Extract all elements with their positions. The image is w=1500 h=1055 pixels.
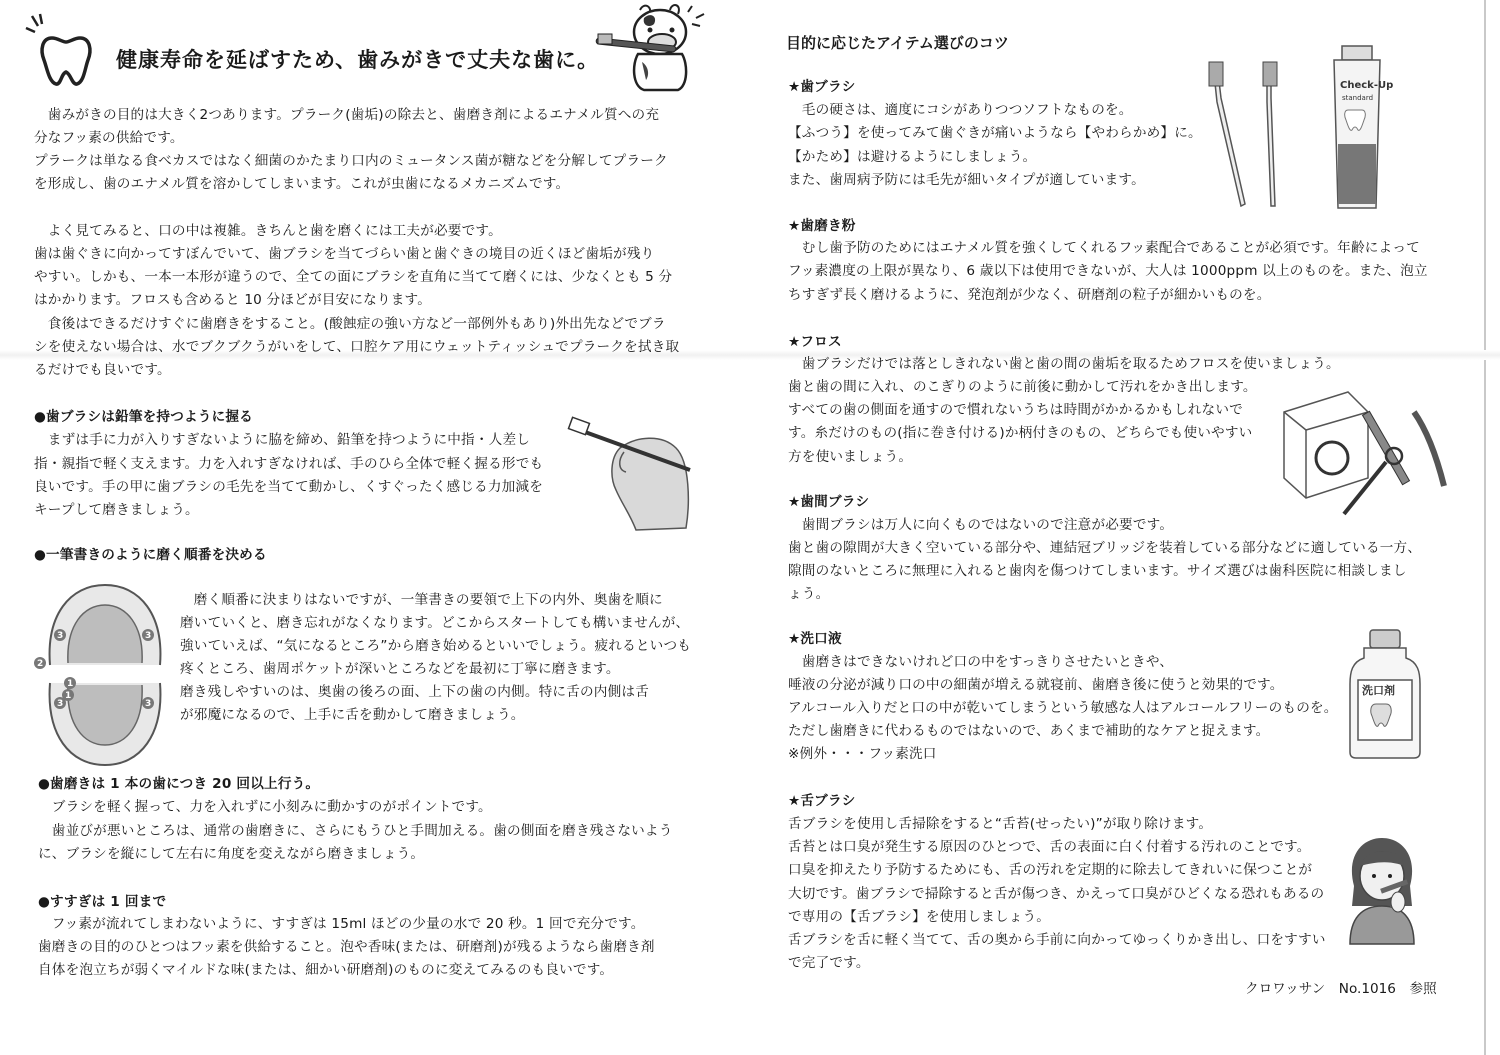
item-heading-toothpaste: ★歯磨き粉 (788, 218, 856, 234)
toothpaste-brand-label: Check-Up (1340, 80, 1394, 91)
page-edge (1484, 0, 1486, 1055)
step-number: 3 (57, 631, 64, 641)
section-heading-rinse: ●すすぎは 1 回まで (38, 894, 167, 910)
floss-illustration (1278, 382, 1450, 522)
item-heading-tongue-brush: ★舌ブラシ (788, 793, 856, 809)
section-heading-grip: ●歯ブラシは鉛筆を持つように握る (34, 409, 253, 425)
item-heading-mouthwash: ★洗口液 (788, 631, 842, 647)
section-heading-strokes: ●歯磨きは 1 本の歯につき 20 回以上行う。 (38, 776, 320, 792)
right-section-title: 目的に応じたアイテム選びのコツ (786, 34, 1009, 52)
hand-holding-toothbrush-illustration (566, 418, 696, 534)
girl-brushing-illustration (1340, 836, 1424, 946)
step-number: 2 (37, 659, 44, 669)
toothbrushes-illustration (1205, 58, 1285, 210)
step-number: 1 (65, 691, 72, 701)
teeth-brushing-order-diagram (30, 575, 180, 775)
reference-note: クロワッサン No.1016 参照 (1245, 981, 1437, 997)
section-heading-order: ●一筆書きのように磨く順番を決める (34, 547, 267, 563)
cow-mascot-illustration (592, 2, 712, 94)
toothpaste-tube-illustration (1328, 44, 1394, 212)
tooth-icon (22, 12, 106, 92)
toothpaste-sub-label: standard (1342, 94, 1374, 102)
step-number: 3 (57, 699, 64, 709)
item-heading-floss: ★フロス (788, 334, 842, 350)
step-number: 1 (67, 679, 74, 689)
step-number: 3 (145, 631, 152, 641)
item-heading-interdental: ★歯間ブラシ (788, 494, 870, 510)
item-heading-toothbrush: ★歯ブラシ (788, 79, 856, 95)
page-title: 健康寿命を延ばすため、歯みがきで丈夫な歯に。 (116, 48, 600, 72)
mouthwash-bottle-illustration (1348, 628, 1424, 760)
step-number: 3 (145, 699, 152, 709)
bottle-label: 洗口剤 (1362, 684, 1395, 697)
